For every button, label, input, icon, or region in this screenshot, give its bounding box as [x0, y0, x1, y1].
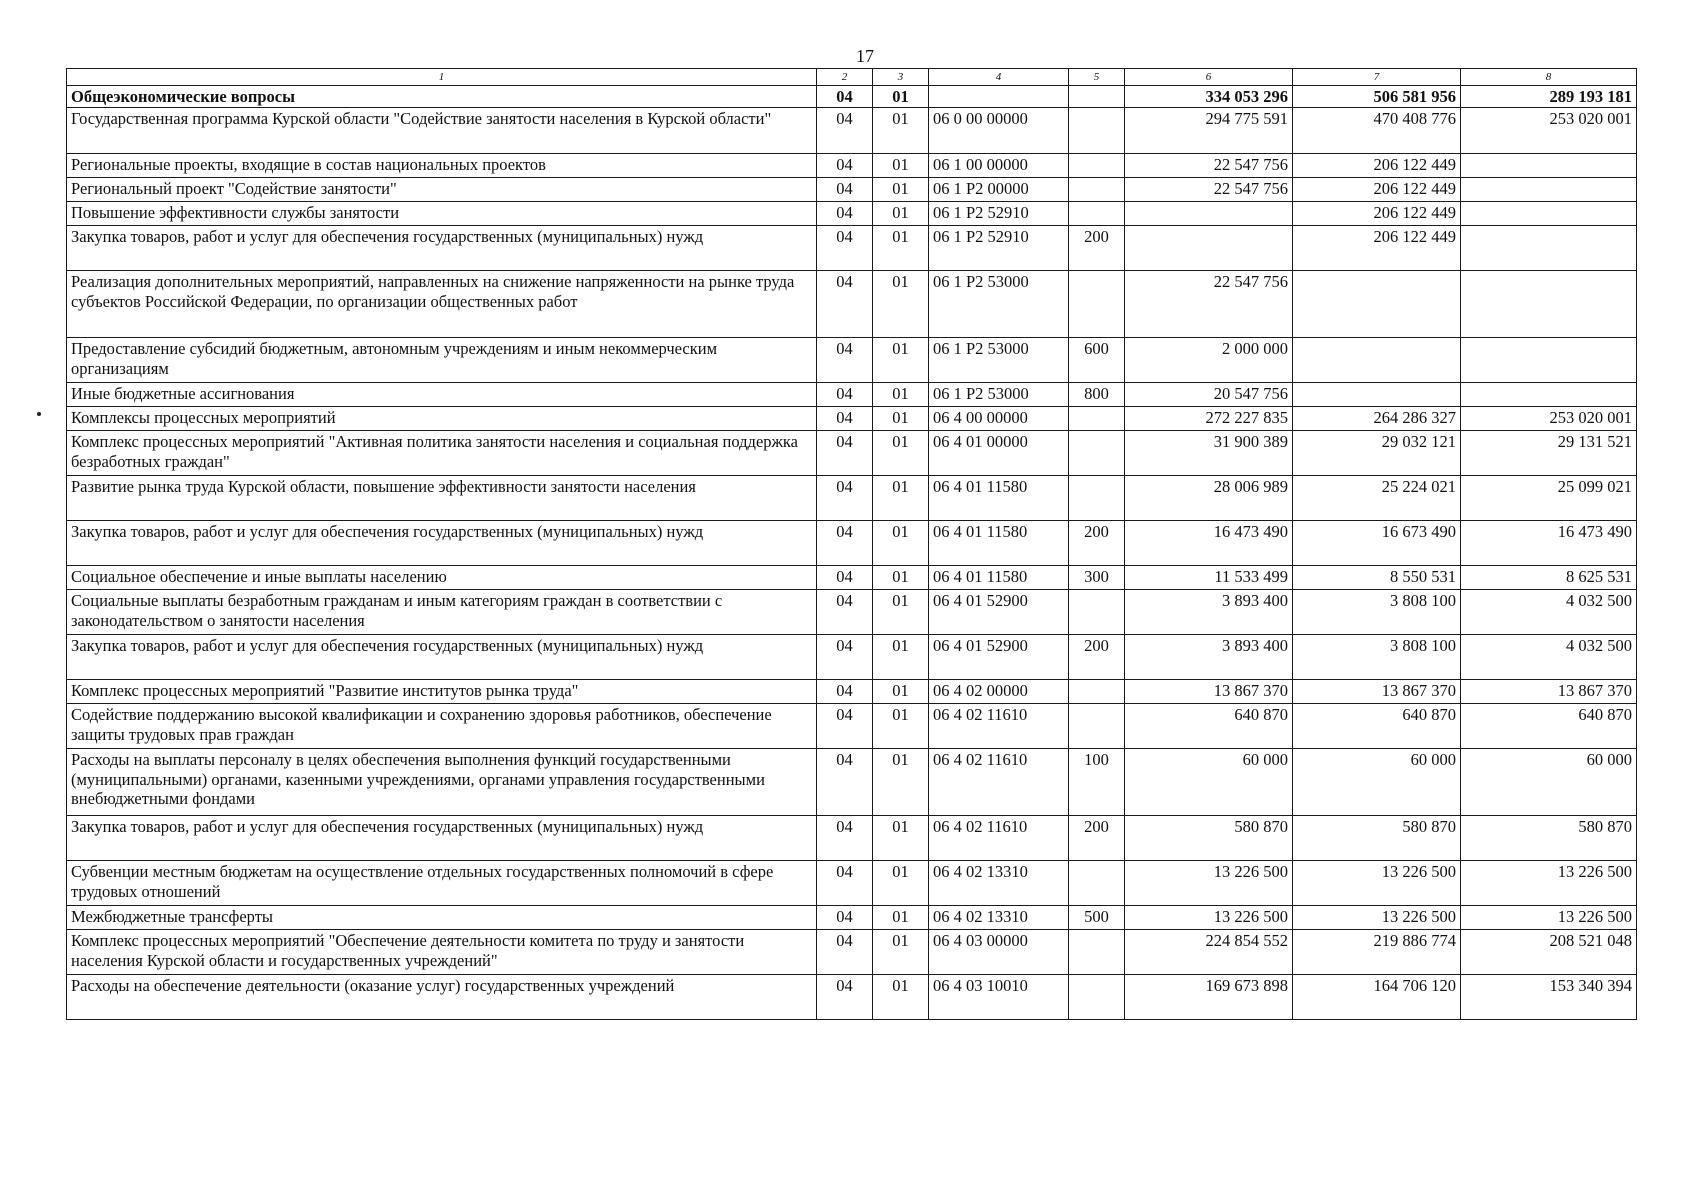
- amount-col7: 29 032 121: [1293, 431, 1461, 476]
- expense-type-code: 500: [1069, 906, 1125, 930]
- subsection-code: 01: [873, 431, 929, 476]
- amount-col8: 13 226 500: [1461, 906, 1637, 930]
- subsection-code: 01: [873, 338, 929, 383]
- subsection-code: 01: [873, 816, 929, 861]
- amount-col7: [1293, 338, 1461, 383]
- subsection-code: 01: [873, 271, 929, 338]
- column-number-header: 4: [929, 69, 1069, 86]
- column-number-header-row: [67, 69, 1637, 86]
- row-name: Государственная программа Курской области "Содействие занятости населения в Курской области": [67, 108, 817, 154]
- table-row: [67, 476, 1637, 521]
- table-row: [67, 521, 1637, 566]
- subsection-code: 01: [873, 108, 929, 154]
- amount-col6: [1125, 226, 1293, 271]
- column-number-header: 8: [1461, 69, 1637, 86]
- amount-col6: 13 226 500: [1125, 906, 1293, 930]
- row-name: Межбюджетные трансферты: [67, 906, 817, 930]
- expense-type-code: [1069, 108, 1125, 154]
- table-row: [67, 635, 1637, 680]
- amount-col7: 16 673 490: [1293, 521, 1461, 566]
- subsection-code: 01: [873, 975, 929, 1020]
- expense-type-code: 200: [1069, 635, 1125, 680]
- subsection-code: 01: [873, 680, 929, 704]
- amount-col7: 219 886 774: [1293, 930, 1461, 975]
- target-article-code: 06 1 P2 53000: [929, 338, 1069, 383]
- subsection-code: 01: [873, 861, 929, 906]
- amount-col8: [1461, 202, 1637, 226]
- row-name: Комплекс процессных мероприятий "Развитие институтов рынка труда": [67, 680, 817, 704]
- section-code: 04: [817, 749, 873, 816]
- amount-col6: 22 547 756: [1125, 154, 1293, 178]
- expense-type-code: 200: [1069, 226, 1125, 271]
- amount-col6: 22 547 756: [1125, 271, 1293, 338]
- expense-type-code: [1069, 407, 1125, 431]
- expense-type-code: [1069, 476, 1125, 521]
- amount-col7: 60 000: [1293, 749, 1461, 816]
- expense-type-code: 200: [1069, 521, 1125, 566]
- amount-col7: 206 122 449: [1293, 178, 1461, 202]
- target-article-code: 06 4 01 11580: [929, 521, 1069, 566]
- row-name: Расходы на обеспечение деятельности (оказание услуг) государственных учреждений: [67, 975, 817, 1020]
- table-row: [67, 749, 1637, 816]
- subsection-code: 01: [873, 226, 929, 271]
- target-article-code: 06 4 01 52900: [929, 590, 1069, 635]
- amount-col8: 25 099 021: [1461, 476, 1637, 521]
- section-code: 04: [817, 680, 873, 704]
- subsection-code: 01: [873, 566, 929, 590]
- subsection-code: 01: [873, 590, 929, 635]
- amount-col7: 8 550 531: [1293, 566, 1461, 590]
- column-number-header: 3: [873, 69, 929, 86]
- target-article-code: 06 4 02 00000: [929, 680, 1069, 704]
- amount-col8: 13 867 370: [1461, 680, 1637, 704]
- table-row: [67, 431, 1637, 476]
- table-row: [67, 202, 1637, 226]
- target-article-code: 06 4 00 00000: [929, 407, 1069, 431]
- target-article-code: 06 4 02 13310: [929, 861, 1069, 906]
- amount-col7: 470 408 776: [1293, 108, 1461, 154]
- expense-type-code: [1069, 590, 1125, 635]
- section-code: 04: [817, 407, 873, 431]
- amount-col8: 153 340 394: [1461, 975, 1637, 1020]
- section-code: 04: [817, 635, 873, 680]
- row-name: Повышение эффективности службы занятости: [67, 202, 817, 226]
- table-row: [67, 680, 1637, 704]
- amount-col8: 640 870: [1461, 704, 1637, 749]
- amount-col8: 580 870: [1461, 816, 1637, 861]
- amount-col7: [1293, 271, 1461, 338]
- table-row: [67, 178, 1637, 202]
- amount-col6: 272 227 835: [1125, 407, 1293, 431]
- target-article-code: 06 4 02 11610: [929, 704, 1069, 749]
- amount-col8: [1461, 338, 1637, 383]
- target-article-code: 06 4 02 11610: [929, 816, 1069, 861]
- row-name: Социальные выплаты безработным гражданам и иным категориям граждан в соответствии с законодательством о занятости населения: [67, 590, 817, 635]
- subsection-code: 01: [873, 521, 929, 566]
- section-code: 04: [817, 226, 873, 271]
- target-article-code: 06 0 00 00000: [929, 108, 1069, 154]
- amount-col6: 3 893 400: [1125, 635, 1293, 680]
- column-number-header: 7: [1293, 69, 1461, 86]
- section-code: 04: [817, 383, 873, 407]
- table-row: [67, 338, 1637, 383]
- amount-col8: 289 193 181: [1461, 86, 1637, 108]
- expense-type-code: 800: [1069, 383, 1125, 407]
- target-article-code: 06 1 P2 52910: [929, 202, 1069, 226]
- table-row: [67, 930, 1637, 975]
- section-code: 04: [817, 816, 873, 861]
- table-row: [67, 154, 1637, 178]
- amount-col8: [1461, 178, 1637, 202]
- amount-col7: 206 122 449: [1293, 154, 1461, 178]
- table-row: [67, 226, 1637, 271]
- page-number: 17: [856, 46, 874, 66]
- subsection-code: 01: [873, 930, 929, 975]
- expense-type-code: [1069, 271, 1125, 338]
- target-article-code: 06 4 02 11610: [929, 749, 1069, 816]
- section-code: 04: [817, 178, 873, 202]
- budget-table-body: [67, 69, 1637, 1020]
- section-code: 04: [817, 271, 873, 338]
- row-name: Содействие поддержанию высокой квалификации и сохранению здоровья работников, обеспечение защиты трудовых прав граждан: [67, 704, 817, 749]
- amount-col7: 3 808 100: [1293, 635, 1461, 680]
- amount-col6: 31 900 389: [1125, 431, 1293, 476]
- section-code: 04: [817, 930, 873, 975]
- section-code: 04: [817, 154, 873, 178]
- amount-col8: 4 032 500: [1461, 635, 1637, 680]
- subsection-code: 01: [873, 906, 929, 930]
- table-row: [67, 108, 1637, 154]
- amount-col6: 60 000: [1125, 749, 1293, 816]
- section-code: 04: [817, 521, 873, 566]
- expense-type-code: [1069, 861, 1125, 906]
- row-name: Комплекс процессных мероприятий "Активная политика занятости населения и социальная поддержка безработных граждан": [67, 431, 817, 476]
- row-name: Закупка товаров, работ и услуг для обеспечения государственных (муниципальных) нужд: [67, 635, 817, 680]
- target-article-code: 06 4 01 11580: [929, 566, 1069, 590]
- row-name: Комплекс процессных мероприятий "Обеспечение деятельности комитета по труду и занятости населения Курской области и государственных учреждений": [67, 930, 817, 975]
- subsection-code: 01: [873, 635, 929, 680]
- target-article-code: 06 1 P2 53000: [929, 271, 1069, 338]
- expense-type-code: 100: [1069, 749, 1125, 816]
- target-article-code: 06 1 00 00000: [929, 154, 1069, 178]
- stray-dot-mark: [37, 412, 41, 416]
- amount-col8: [1461, 226, 1637, 271]
- row-name: Реализация дополнительных мероприятий, направленных на снижение напряженности на рынке труда субъектов Российской Федерации, по организации общественных работ: [67, 271, 817, 338]
- amount-col8: [1461, 154, 1637, 178]
- row-name: Иные бюджетные ассигнования: [67, 383, 817, 407]
- column-number-header: 6: [1125, 69, 1293, 86]
- subsection-code: 01: [873, 749, 929, 816]
- target-article-code: 06 4 01 11580: [929, 476, 1069, 521]
- target-article-code: 06 4 01 00000: [929, 431, 1069, 476]
- amount-col6: 2 000 000: [1125, 338, 1293, 383]
- expense-type-code: 200: [1069, 816, 1125, 861]
- expense-type-code: [1069, 680, 1125, 704]
- table-row: [67, 906, 1637, 930]
- amount-col7: 264 286 327: [1293, 407, 1461, 431]
- amount-col6: 3 893 400: [1125, 590, 1293, 635]
- row-name: Расходы на выплаты персоналу в целях обеспечения выполнения функций государственными (муниципальными) органами, казенными учреждениями, органами управления государственными внебюджетными фондами: [67, 749, 817, 816]
- amount-col6: 334 053 296: [1125, 86, 1293, 108]
- amount-col6: 580 870: [1125, 816, 1293, 861]
- column-number-header: 2: [817, 69, 873, 86]
- expense-type-code: [1069, 154, 1125, 178]
- amount-col7: 3 808 100: [1293, 590, 1461, 635]
- amount-col6: 28 006 989: [1125, 476, 1293, 521]
- target-article-code: 06 1 P2 52910: [929, 226, 1069, 271]
- table-row: [67, 271, 1637, 338]
- amount-col6: 22 547 756: [1125, 178, 1293, 202]
- table-row: [67, 566, 1637, 590]
- expense-type-code: [1069, 704, 1125, 749]
- table-row: [67, 704, 1637, 749]
- amount-col8: 29 131 521: [1461, 431, 1637, 476]
- row-name: Субвенции местным бюджетам на осуществление отдельных государственных полномочий в сфере трудовых отношений: [67, 861, 817, 906]
- amount-col7: 13 226 500: [1293, 861, 1461, 906]
- expense-type-code: [1069, 975, 1125, 1020]
- section-code: 04: [817, 476, 873, 521]
- section-code: 04: [817, 338, 873, 383]
- expense-type-code: [1069, 202, 1125, 226]
- row-name: Социальное обеспечение и иные выплаты населению: [67, 566, 817, 590]
- amount-col8: 8 625 531: [1461, 566, 1637, 590]
- subsection-code: 01: [873, 154, 929, 178]
- column-number-header: 1: [67, 69, 817, 86]
- amount-col7: 13 226 500: [1293, 906, 1461, 930]
- amount-col8: 16 473 490: [1461, 521, 1637, 566]
- section-code: 04: [817, 566, 873, 590]
- amount-col7: 206 122 449: [1293, 226, 1461, 271]
- amount-col8: 208 521 048: [1461, 930, 1637, 975]
- amount-col8: [1461, 271, 1637, 338]
- amount-col8: 60 000: [1461, 749, 1637, 816]
- amount-col8: 253 020 001: [1461, 407, 1637, 431]
- table-row: [67, 86, 1637, 108]
- section-code: 04: [817, 86, 873, 108]
- amount-col7: 640 870: [1293, 704, 1461, 749]
- section-code: 04: [817, 431, 873, 476]
- row-name: Развитие рынка труда Курской области, повышение эффективности занятости населения: [67, 476, 817, 521]
- target-article-code: 06 4 02 13310: [929, 906, 1069, 930]
- expense-type-code: 300: [1069, 566, 1125, 590]
- target-article-code: 06 1 P2 53000: [929, 383, 1069, 407]
- amount-col7: 164 706 120: [1293, 975, 1461, 1020]
- expense-type-code: [1069, 431, 1125, 476]
- subsection-code: 01: [873, 178, 929, 202]
- subsection-code: 01: [873, 407, 929, 431]
- expense-type-code: [1069, 930, 1125, 975]
- subsection-code: 01: [873, 86, 929, 108]
- amount-col8: 253 020 001: [1461, 108, 1637, 154]
- expense-type-code: [1069, 178, 1125, 202]
- section-code: 04: [817, 906, 873, 930]
- amount-col6: 13 867 370: [1125, 680, 1293, 704]
- amount-col6: [1125, 202, 1293, 226]
- amount-col7: 206 122 449: [1293, 202, 1461, 226]
- row-name: Комплексы процессных мероприятий: [67, 407, 817, 431]
- amount-col8: 4 032 500: [1461, 590, 1637, 635]
- section-code: 04: [817, 704, 873, 749]
- row-name: Региональный проект "Содействие занятости": [67, 178, 817, 202]
- subsection-code: 01: [873, 202, 929, 226]
- section-code: 04: [817, 202, 873, 226]
- amount-col8: [1461, 383, 1637, 407]
- row-name: Общеэкономические вопросы: [67, 86, 817, 108]
- amount-col6: 169 673 898: [1125, 975, 1293, 1020]
- section-code: 04: [817, 975, 873, 1020]
- amount-col7: 580 870: [1293, 816, 1461, 861]
- target-article-code: [929, 86, 1069, 108]
- expense-type-code: [1069, 86, 1125, 108]
- row-name: Закупка товаров, работ и услуг для обеспечения государственных (муниципальных) нужд: [67, 816, 817, 861]
- row-name: Закупка товаров, работ и услуг для обеспечения государственных (муниципальных) нужд: [67, 521, 817, 566]
- amount-col6: 294 775 591: [1125, 108, 1293, 154]
- section-code: 04: [817, 590, 873, 635]
- table-row: [67, 816, 1637, 861]
- amount-col7: 25 224 021: [1293, 476, 1461, 521]
- amount-col8: 13 226 500: [1461, 861, 1637, 906]
- table-row: [67, 975, 1637, 1020]
- table-row: [67, 407, 1637, 431]
- subsection-code: 01: [873, 476, 929, 521]
- target-article-code: 06 1 P2 00000: [929, 178, 1069, 202]
- subsection-code: 01: [873, 704, 929, 749]
- amount-col6: 640 870: [1125, 704, 1293, 749]
- amount-col7: [1293, 383, 1461, 407]
- subsection-code: 01: [873, 383, 929, 407]
- target-article-code: 06 4 03 00000: [929, 930, 1069, 975]
- column-number-header: 5: [1069, 69, 1125, 86]
- row-name: Региональные проекты, входящие в состав национальных проектов: [67, 154, 817, 178]
- table-row: [67, 383, 1637, 407]
- amount-col6: 16 473 490: [1125, 521, 1293, 566]
- amount-col6: 224 854 552: [1125, 930, 1293, 975]
- table-row: [67, 590, 1637, 635]
- amount-col7: 506 581 956: [1293, 86, 1461, 108]
- row-name: Предоставление субсидий бюджетным, автономным учреждениям и иным некоммерческим организациям: [67, 338, 817, 383]
- amount-col6: 20 547 756: [1125, 383, 1293, 407]
- amount-col6: 13 226 500: [1125, 861, 1293, 906]
- row-name: Закупка товаров, работ и услуг для обеспечения государственных (муниципальных) нужд: [67, 226, 817, 271]
- section-code: 04: [817, 861, 873, 906]
- target-article-code: 06 4 03 10010: [929, 975, 1069, 1020]
- target-article-code: 06 4 01 52900: [929, 635, 1069, 680]
- amount-col7: 13 867 370: [1293, 680, 1461, 704]
- section-code: 04: [817, 108, 873, 154]
- budget-table: [66, 68, 1637, 1020]
- table-row: [67, 861, 1637, 906]
- expense-type-code: 600: [1069, 338, 1125, 383]
- amount-col6: 11 533 499: [1125, 566, 1293, 590]
